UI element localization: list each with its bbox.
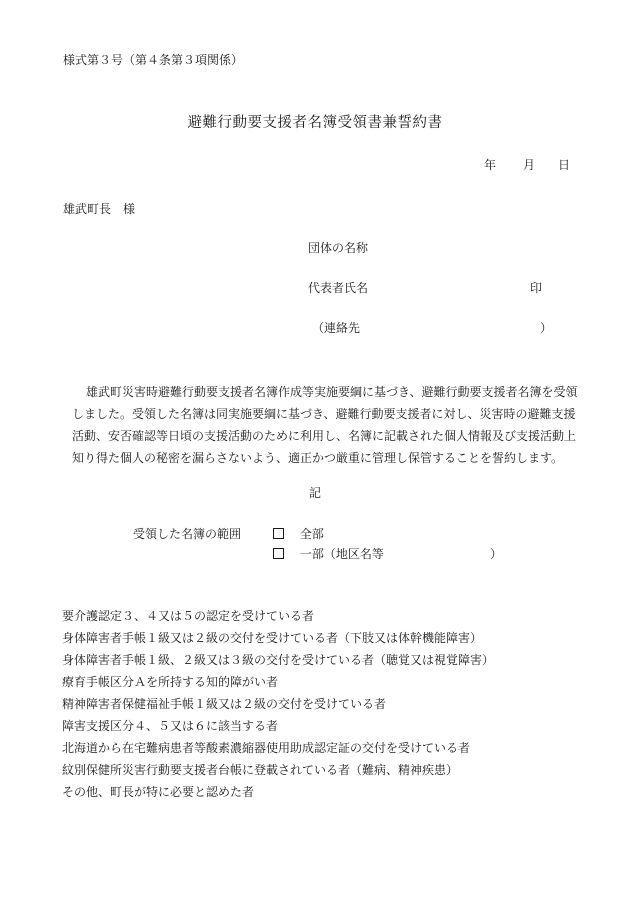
- date-day-label: 日: [558, 158, 571, 172]
- document-title: 避難行動要支援者名簿受領書兼誓約書: [187, 115, 443, 131]
- pledge-line: 雄武町災害時避難行動要支援者名簿作成等実施要綱に基づき、避難行動要支援者名簿を受領: [86, 385, 578, 399]
- criteria-item: 精神障害者保健福祉手帳１級又は２級の交付を受けている者: [62, 697, 387, 711]
- criteria-item: 療育手帳区分Ａを所持する知的障がい者: [62, 675, 279, 689]
- checkbox-partial[interactable]: [273, 548, 284, 559]
- criteria-item: 紋別保健所災害行動要支援者台帳に登載されている者（難病、精神疾患）: [62, 763, 459, 777]
- scope-option-partial-label: 一部（地区名等: [299, 547, 384, 561]
- criteria-item: 身体障害者手帳１級又は２級の交付を受けている者（下肢又は体幹機能障害）: [62, 631, 483, 645]
- pledge-line: しました。受領した名簿は同実施要綱に基づき、避難行動要支援者に対し、災害時の避難支援: [72, 407, 576, 421]
- date-year-label: 年: [484, 158, 497, 172]
- addressee: 雄武町長 様: [63, 202, 136, 216]
- organization-name-label: 団体の名称: [308, 241, 369, 255]
- criteria-list: [62, 605, 602, 803]
- pledge-line: 活動、安否確認等日頃の支援活動のために利用し、名簿に記載された個人情報及び支援活動上: [72, 429, 577, 443]
- scope-option-partial: [273, 548, 384, 560]
- representative-name-label: 代表者氏名: [308, 281, 369, 295]
- criteria-item: その他、町長が特に必要と認めた者: [62, 785, 255, 799]
- scope-option-all-label: 全部: [299, 527, 324, 541]
- criteria-item: 要介護認定３、４又は５の認定を受けている者: [62, 609, 315, 623]
- scope-label: 受領した名簿の範囲: [133, 527, 242, 541]
- pledge-line: 知り得た個人の秘密を漏らさないよう、適正かつ厳重に管理し保管することを誓約します。: [72, 451, 564, 465]
- note-heading: 記: [308, 486, 321, 500]
- criteria-item: 障害支援区分４、５又は６に該当する者: [62, 719, 279, 733]
- scope-partial-close-paren: ）: [490, 547, 503, 561]
- checkbox-all[interactable]: [273, 528, 284, 539]
- pledge-paragraph: [72, 381, 578, 469]
- date-month-label: 月: [523, 158, 536, 172]
- contact-close-paren: ）: [540, 321, 553, 335]
- criteria-item: 身体障害者手帳１級、２級又は３級の交付を受けている者（聴覚又は視覚障害）: [62, 653, 495, 667]
- form-number: 様式第３号（第４条第３項関係）: [63, 53, 244, 67]
- seal-mark: 印: [530, 281, 543, 295]
- contact-label: （連絡先: [312, 321, 361, 335]
- scope-option-all: [273, 528, 324, 540]
- criteria-item: 北海道から在宅難病患者等酸素濃縮器使用助成認定証の交付を受けている者: [62, 741, 471, 755]
